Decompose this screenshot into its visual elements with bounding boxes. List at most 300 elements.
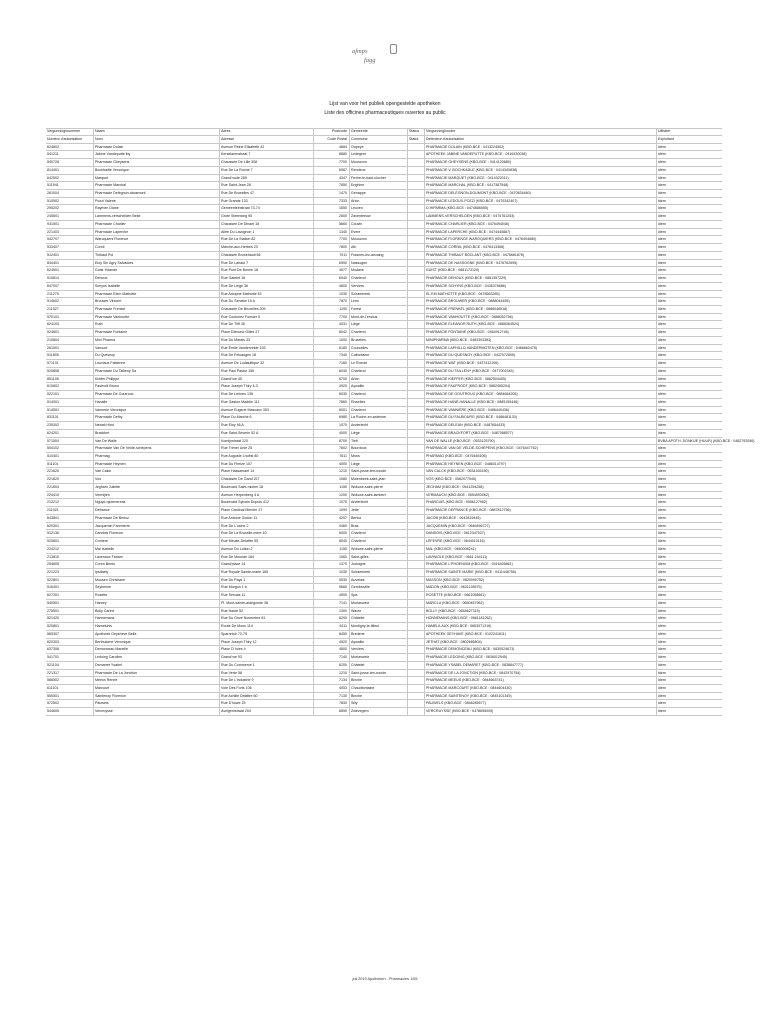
municipality-cell: Liège: [349, 461, 407, 468]
status-cell: [407, 229, 424, 236]
operator-cell: idem: [656, 639, 722, 646]
postal-code-cell: 2600: [313, 213, 349, 220]
status-cell: [407, 213, 424, 220]
municipality-cell: Zwevegem: [349, 708, 407, 715]
license-holder-cell: PHARMAG (KBO-BCE : 0476446106): [424, 453, 656, 460]
table-row: [46, 414, 722, 422]
name-cell: Eloy Sin Agry Salvadors: [93, 260, 219, 267]
operator-cell: idem: [656, 708, 722, 715]
table-row: [46, 376, 722, 384]
license-number-cell: 213810: [47, 554, 59, 559]
postal-code-cell: 6200: [313, 662, 349, 669]
municipality-cell: Bruxelles: [349, 337, 407, 344]
license-number-cell: 210804: [47, 337, 59, 342]
operator-cell: idem: [656, 283, 722, 290]
municipality-cell: Liège: [349, 430, 407, 437]
municipality-cell: Forest: [349, 306, 407, 313]
municipality-cell: Binche: [349, 693, 407, 700]
table-row: [46, 368, 722, 376]
address-cell: Rue Du Marais 33: [219, 337, 313, 344]
municipality-cell: Frasnes-lez-anvaing: [349, 252, 407, 259]
table-row: [46, 523, 722, 531]
postal-code-cell: 1650: [313, 205, 349, 212]
license-number-cell: 221620: [47, 477, 59, 482]
operator-cell: idem: [656, 453, 722, 460]
postal-code-cell: 1150: [313, 546, 349, 553]
municipality-cell: Oupeye: [349, 144, 407, 151]
address-cell: Avenue De Lodiaultique 32: [219, 360, 313, 367]
municipality-cell: Verviers: [349, 283, 407, 290]
municipality-cell: Couvin: [349, 221, 407, 228]
status-cell: [407, 159, 424, 166]
municipality-cell: Gemeente: [349, 128, 407, 135]
table-row: [46, 561, 722, 569]
municipality-cell: Gembloville: [349, 584, 407, 591]
operator-cell: Exploitant: [656, 136, 722, 143]
operator-cell: BVBA APOTH. DONKIJE (HUUR) (KBO-BCE : 0462792056): [658, 438, 755, 443]
name-cell: Cornn Bento: [93, 561, 219, 568]
table-row: [46, 283, 722, 291]
table-row: [46, 670, 722, 678]
postal-code-cell: 7830: [313, 700, 349, 707]
page-title-nl: Lijst van voor het publiek opengestelde apotheken: [329, 101, 441, 107]
address-cell: Place Hassamant 14: [219, 468, 313, 475]
status-cell: [407, 708, 424, 715]
postal-code-cell: 4900: [313, 592, 349, 599]
address-cell: Rue Paul Pastur 156: [219, 368, 313, 375]
license-holder-cell: HONNEMANS (KBO-BCE : 0661181262): [424, 615, 656, 622]
name-cell: Corriere: [93, 538, 219, 545]
name-cell: Apotheek Geysheve Bella: [93, 631, 219, 638]
table-row: [46, 507, 722, 515]
license-number-cell: 571101: [47, 361, 59, 366]
operator-cell: idem: [656, 291, 722, 298]
table-row: [46, 151, 722, 159]
municipality-cell: Auvelais: [349, 577, 407, 584]
table-row: [46, 608, 722, 616]
municipality-cell: Evere: [349, 229, 407, 236]
operator-cell: idem: [656, 662, 722, 669]
license-holder-cell: PHARMACIE THIBAUT BOCLANT (KBO-BCE : 0476681878): [424, 252, 656, 259]
postal-code-cell: 7160: [313, 360, 349, 367]
status-cell: [407, 554, 424, 561]
operator-cell: idem: [656, 499, 722, 506]
license-number-cell: 522801: [47, 577, 59, 582]
operator-cell: idem: [656, 538, 722, 545]
license-holder-cell: PHARMACIE VANHOUTTE (KBO-BCE : 0888052756): [424, 314, 656, 321]
license-number-cell: 261004: [47, 191, 59, 195]
license-holder-cell: PHARMACIE MARCHAL (KBO-BCE : 0417387548): [424, 182, 656, 189]
name-cell: Pharmacie De La Jonction: [93, 670, 219, 677]
status-cell: [407, 484, 424, 491]
license-number-cell: 637308: [47, 647, 59, 652]
operator-cell: idem: [656, 329, 722, 336]
operator-cell: idem: [656, 615, 722, 622]
name-cell: Pharmacie Dolain: [93, 144, 219, 151]
status-cell: [407, 267, 424, 274]
postal-code-cell: 4031: [313, 321, 349, 328]
license-holder-cell: PHARMACIE MARQUET (KBO-BCE : 0414322011): [424, 175, 656, 182]
license-holder-cell: BOLLY (KBO-BCE : 0654627315): [424, 608, 656, 615]
license-number-cell: 521104: [47, 662, 59, 667]
license-holder-cell: PHARMACIE DELÉGNON-DOUMONT (KBO-BCE : 0470834460): [424, 190, 656, 197]
operator-cell: idem: [656, 159, 722, 166]
license-number-cell: 211527: [47, 307, 59, 312]
operator-cell: idem: [656, 523, 722, 530]
operator-cell: idem: [656, 561, 722, 568]
table-row: [46, 484, 722, 492]
address-cell: Place Edmond Gilles 27: [219, 329, 313, 336]
status-cell: [407, 569, 424, 576]
operator-cell: idem: [656, 236, 722, 243]
name-cell: Saintenoy Florence: [93, 693, 219, 700]
name-cell: Berthulome Veronique: [93, 639, 219, 646]
license-number-cell: 511805: [47, 353, 59, 358]
license-holder-cell: PHARMACIE KIEFFER (KBO-BCE : 0882504405): [424, 376, 656, 383]
address-cell: Place Joseph Thiry 12: [219, 639, 313, 646]
municipality-cell: Chaudfontaine: [349, 685, 407, 692]
license-number-cell: 520801: [47, 539, 59, 544]
status-cell: [407, 538, 424, 545]
license-holder-cell: JEGHAM (KBO-BCE : 0541254258): [424, 484, 656, 491]
license-holder-cell: PHARMACIE LAPHILLO-VANDERMOTEN (KBO-BCE : 0466660478): [424, 345, 656, 352]
operator-cell: idem: [656, 167, 722, 174]
name-cell: Demarret Ysabel: [93, 662, 219, 669]
municipality-cell: Arlon: [349, 198, 407, 205]
operator-cell: idem: [656, 476, 722, 483]
page-title-fr: Liste des officines pharmaceutiques ouvertes au public: [324, 110, 446, 116]
license-number-cell: 851105: [47, 376, 59, 381]
name-cell: Pharmacie Delégnon-dausmont: [93, 190, 219, 197]
operator-cell: idem: [656, 677, 722, 684]
license-number-cell: 647007: [47, 283, 59, 288]
postal-code-cell: 1070: [313, 499, 349, 506]
license-number-cell: 541211: [47, 152, 59, 157]
operator-cell: idem: [656, 654, 722, 661]
page-footer: juli 2019 Apotheken - Pharmacies 1/65: [352, 977, 418, 981]
postal-code-cell: 7130: [313, 693, 349, 700]
name-cell: Hannemans: [93, 615, 219, 622]
status-cell: [407, 414, 424, 421]
status-cell: Statut: [407, 136, 424, 143]
municipality-cell: Rendeux: [349, 167, 407, 174]
address-cell: Rue Gatelet 16: [219, 275, 313, 282]
license-holder-cell: MADON (KBO-BCE : 0631128575): [424, 584, 656, 591]
name-cell: Vercruysse: [93, 708, 219, 715]
address-cell: Place D' Isles 4: [219, 646, 313, 653]
postal-code-cell: 1030: [313, 569, 349, 576]
license-holder-cell: PHARMACIE HANÉ-HANALLE (KBO-BCE : 0885155446): [424, 399, 656, 406]
name-cell: Pharmacie Gheysens: [93, 159, 219, 166]
municipality-cell: Anderlecht: [349, 499, 407, 506]
table-row: [46, 592, 722, 600]
address-cell: Rue Grande 133: [219, 198, 313, 205]
status-cell: [407, 283, 424, 290]
status-cell: [407, 438, 424, 445]
status-cell: [407, 693, 424, 700]
license-number-cell: 931501: [47, 221, 59, 226]
license-holder-cell: PHARMACIE SCHYNS (KBO-BCE : 0436376686): [424, 283, 656, 290]
status-cell: [407, 306, 424, 313]
license-number-cell: 512401: [47, 252, 59, 257]
name-cell: Jegham Juliette: [93, 484, 219, 491]
license-number-cell: 235302: [47, 423, 59, 428]
address-cell: Avenue Du Lotion 2: [219, 546, 313, 553]
license-holder-cell: PHARMACIE DE GOUTROUX (KBO-BCE : 0884664205): [424, 391, 656, 398]
municipality-cell: Lens: [349, 298, 407, 305]
logo-text-top: afmps: [352, 48, 368, 55]
postal-code-cell: Code Postal: [313, 136, 349, 143]
status-cell: [407, 221, 424, 228]
address-cell: Rue Morgon 1 b: [219, 584, 313, 591]
license-holder-cell: PHARMACIE MARCOURT (KBO-BCE : 0844604430): [424, 685, 656, 692]
municipality-cell: Charleroi: [349, 407, 407, 414]
name-cell: Brackfort: [93, 430, 219, 437]
name-cell: Naam: [93, 128, 219, 135]
municipality-cell: Mont-de-l'enclus: [349, 314, 407, 321]
operator-cell: idem: [656, 445, 722, 452]
status-cell: [407, 175, 424, 182]
license-number-cell: 221403: [47, 229, 59, 234]
address-cell: Grote Steenweg 95: [219, 213, 313, 220]
name-cell: Du Quesnoy: [93, 352, 219, 359]
postal-code-cell: 1370: [313, 561, 349, 568]
status-cell: [407, 608, 424, 615]
status-cell: [407, 298, 424, 305]
license-holder-cell: PHARMACIE FAUFRODT (KBO-BCE : 0882465204): [424, 383, 656, 390]
operator-cell: idem: [656, 306, 722, 313]
address-cell: Rue Verte 58: [219, 670, 313, 677]
postal-code-cell: 4347: [313, 175, 349, 182]
postal-code-cell: 7134: [313, 677, 349, 684]
postal-code-cell: 6180: [313, 345, 349, 352]
operator-cell: idem: [656, 151, 722, 158]
license-number-cell: 544605: [47, 709, 59, 714]
name-cell: Lavenaux Fanam: [93, 554, 219, 561]
license-number-cell: 224212: [47, 546, 59, 551]
postal-code-cell: 7870: [313, 298, 349, 305]
table-row: [46, 383, 722, 391]
table-row: [46, 360, 722, 368]
operator-cell: idem: [656, 399, 722, 406]
name-cell: Nebati Hind: [93, 422, 219, 429]
license-holder-cell: VAN DE WALLE (KBO-BCE : 0533125790): [424, 438, 656, 445]
status-cell: [407, 577, 424, 584]
table-row: [46, 430, 722, 438]
status-cell: [407, 321, 424, 328]
status-cell: [407, 639, 424, 646]
address-cell: Chaussée De Bruxelles 209: [219, 306, 313, 313]
name-cell: Lammens-verschelden Beke: [93, 213, 219, 220]
name-cell: Pharmacie Delby: [93, 414, 219, 421]
license-holder-cell: APOTHEEK JABINE VANDEPUTTE (KBO-BCE : 0416430038): [424, 151, 656, 158]
address-cell: Place Cardinal Mercier 27: [219, 507, 313, 514]
municipality-cell: Molenbeek-saint-jean: [349, 476, 407, 483]
address-cell: Grand'rue 45: [219, 376, 313, 383]
table-row: [46, 275, 722, 283]
municipality-cell: Montigny-le-tilleul: [349, 623, 407, 630]
status-cell: [407, 205, 424, 212]
municipality-cell: Anderlecht: [349, 422, 407, 429]
license-number-cell: 261501: [47, 345, 59, 350]
municipality-cell: Bras: [349, 523, 407, 530]
address-cell: Gemeenteinstraat 73-74: [219, 205, 313, 212]
name-cell: Pharmacie De Berloz: [93, 515, 219, 522]
license-holder-cell: PHARMACIE DU TAILLENY (KBO-BCE : 0477002345): [424, 368, 656, 375]
table-row: [46, 577, 722, 585]
license-holder-cell: PHARMACIE DEFRANCE (KBO-BCE : 0887812756): [424, 507, 656, 514]
address-cell: Boulevard Sylvain Dupuis 412: [219, 499, 313, 506]
postal-code-cell: 4000: [313, 461, 349, 468]
postal-code-cell: 1470: [313, 190, 349, 197]
name-cell: Faufrodt Bruno: [93, 383, 219, 390]
address-cell: Kerselarenstraat 7: [219, 151, 313, 158]
municipality-cell: Genappe: [349, 190, 407, 197]
municipality-cell: Charleroi: [349, 368, 407, 375]
name-cell: Marquet: [93, 175, 219, 182]
operator-cell: idem: [656, 422, 722, 429]
license-number-cell: 295202: [47, 206, 59, 211]
table-row: [46, 554, 722, 562]
pharmacy-table: [46, 128, 755, 716]
address-cell: Rue De La Roche 7: [219, 167, 313, 174]
name-cell: Thibaut Pol: [93, 252, 219, 259]
table-row: [46, 229, 722, 237]
operator-cell: idem: [656, 182, 722, 189]
address-cell: Rue Meuse-Delattre 55: [219, 538, 313, 545]
table-row: [46, 407, 722, 415]
license-holder-cell: PHARMACIE VAN DE VELDE-SCHEPENS (KBO-BCE : 0476447762): [424, 445, 656, 452]
name-cell: Guist Yolande: [93, 267, 219, 274]
table-row: [46, 236, 722, 244]
operator-cell: idem: [656, 229, 722, 236]
license-number-cell: 540501: [47, 600, 59, 605]
license-number-cell: 224410: [47, 492, 59, 497]
postal-code-cell: 1070: [313, 422, 349, 429]
license-number-cell: 541701: [47, 655, 59, 660]
postal-code-cell: 4684: [313, 144, 349, 151]
municipality-cell: Zaventeeuw: [349, 213, 407, 220]
municipality-cell: Ledegem: [349, 151, 407, 158]
name-cell: Pharmag: [93, 453, 219, 460]
status-cell: [407, 530, 424, 537]
status-cell: [407, 376, 424, 383]
postal-code-cell: 4000: [313, 430, 349, 437]
license-number-cell: 831101: [47, 415, 59, 420]
municipality-cell: Charleroi: [349, 538, 407, 545]
license-number-cell: 624802: [47, 144, 59, 149]
status-cell: [407, 646, 424, 653]
table-row: [46, 569, 722, 577]
address-cell: Avenue Eugene Mascaux 353: [219, 407, 313, 414]
license-number-cell: 516401: [47, 585, 59, 590]
address-cell: Rue De Lerines 136: [219, 391, 313, 398]
postal-code-cell: 1080: [313, 476, 349, 483]
table-row: [46, 677, 722, 685]
name-cell: Pharmacie De Goutroux: [93, 391, 219, 398]
address-cell: Place Du Marché 6: [219, 414, 313, 421]
license-number-cell: 524601: [47, 330, 59, 335]
postal-code-cell: 6040: [313, 275, 349, 282]
address-cell: Avenue Herpenberg 4 A: [219, 492, 313, 499]
status-cell: [407, 677, 424, 684]
operator-cell: idem: [656, 646, 722, 653]
table-header-nl: [46, 128, 722, 136]
license-number-cell: 522101: [47, 392, 59, 397]
postal-code-cell: 1190: [313, 306, 349, 313]
operator-cell: idem: [656, 190, 722, 197]
license-holder-cell: PHARMACIE CHARLIER (KBO-BCE : 0476494046): [424, 221, 656, 228]
status-cell: [407, 399, 424, 406]
address-cell: Rue Antoine Godon 11: [219, 515, 313, 522]
operator-cell: idem: [656, 430, 722, 437]
status-cell: [407, 507, 424, 514]
license-number-cell: 627301: [47, 593, 59, 598]
address-cell: Komijnstraat 120: [219, 438, 313, 445]
address-cell: Chaussée Brunehault 56: [219, 252, 313, 259]
status-cell: [407, 236, 424, 243]
license-holder-cell: MINIPHARMA (KBO-BCE : 0483303383): [424, 337, 656, 344]
license-holder-cell: PHARMACIE L'PHOENIXM (KBO-BCE : 0416405861): [424, 561, 656, 568]
municipality-cell: Morlanwelz: [349, 654, 407, 661]
postal-code-cell: 4920: [313, 639, 349, 646]
table-row: [46, 631, 722, 639]
license-number-cell: 510401: [47, 453, 59, 458]
name-cell: Pauwels: [93, 700, 219, 707]
license-number-cell: 511941: [47, 183, 59, 188]
license-number-cell: 520801: [47, 624, 59, 629]
table-row: [46, 499, 722, 507]
license-holder-cell: PAUWELS (KBO-BCE : 0846285577): [424, 700, 656, 707]
name-cell: Pozzi Valerie: [93, 198, 219, 205]
license-holder-cell: JACQUEMIN (KBO-BCE : 0646456727): [424, 523, 656, 530]
license-holder-cell: PHARMACIE DOLAIN (KBO-BCE : 0413224502): [424, 144, 656, 151]
license-holder-cell: PHARMACIE BROUWER (KBO-BCE : 0888044455): [424, 298, 656, 305]
status-cell: [407, 275, 424, 282]
status-cell: [407, 453, 424, 460]
status-cell: [407, 244, 424, 251]
table-row: [46, 654, 722, 662]
status-cell: [407, 422, 424, 429]
license-holder-cell: JETHAT (KBO-BCE : 0802685804): [424, 639, 656, 646]
status-cell: [407, 345, 424, 352]
name-cell: Hanalle: [93, 399, 219, 406]
name-cell: Jacquemin Fanrnierre: [93, 523, 219, 530]
municipality-cell: Binche: [349, 677, 407, 684]
postal-code-cell: 1210: [313, 468, 349, 475]
address-cell: Route De Mons 114: [219, 623, 313, 630]
license-holder-cell: PHARMACIE LEDOING (KBO-BCE : 0836012945): [424, 654, 656, 661]
postal-code-cell: 1200: [313, 492, 349, 499]
license-holder-cell: HAMELILAUX (KBO-BCE : 0663071316): [424, 623, 656, 630]
operator-cell: idem: [656, 275, 722, 282]
status-cell: [407, 685, 424, 692]
address-cell: Rue Du Flerize 107: [219, 461, 313, 468]
operator-cell: idem: [656, 376, 722, 383]
address-cell: Rue Du Pays 1: [219, 577, 313, 584]
status-cell: [407, 561, 424, 568]
municipality-cell: Wavre: [349, 608, 407, 615]
municipality-cell: Saint-josse-ten-noode: [349, 670, 407, 677]
logo-mark-icon: [390, 44, 397, 54]
license-number-cell: Vergunningsnummer: [47, 129, 81, 133]
license-number-cell: 572502: [47, 701, 59, 706]
table-row: [46, 615, 722, 623]
table-row: [46, 515, 722, 523]
operator-cell: idem: [656, 407, 722, 414]
table-row: [46, 291, 722, 299]
license-holder-cell: PHARMACIE V. BOCHKADLE (KBO-BCE : 0414340838): [424, 167, 656, 174]
